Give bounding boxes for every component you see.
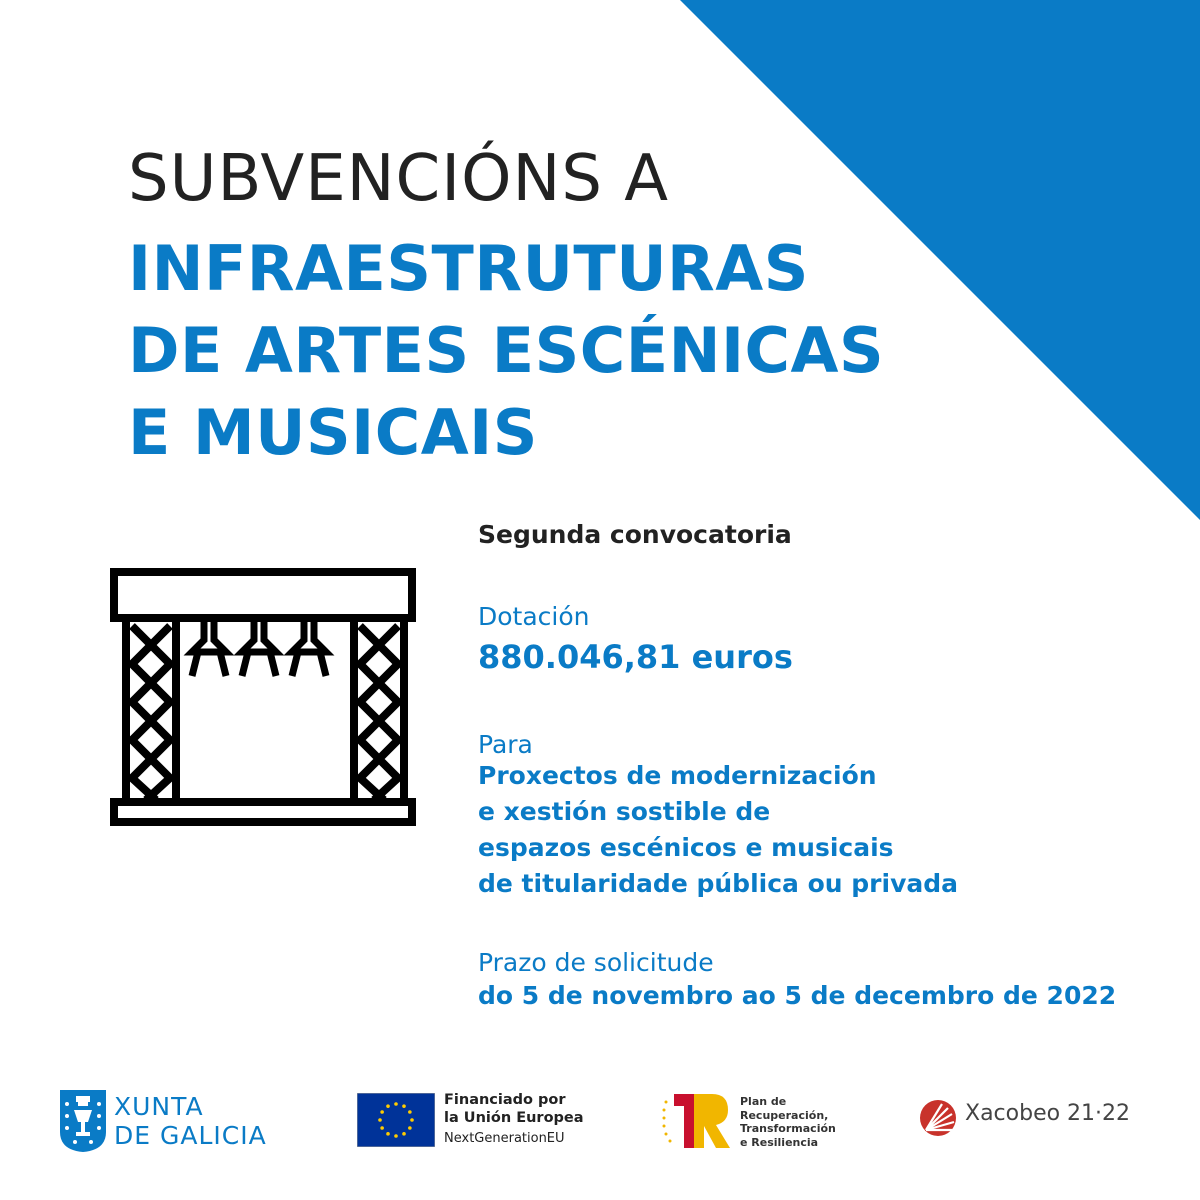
eu-star: [380, 1110, 384, 1114]
para-line: de titularidade pública ou privada: [478, 869, 959, 898]
dotacion-label: Dotación: [478, 602, 590, 631]
eu-star: [408, 1110, 412, 1114]
prtr-line-1: Plan de: [740, 1095, 787, 1108]
eu-line-2: la Unión Europea: [444, 1110, 584, 1126]
eu-star: [394, 1134, 398, 1138]
title-line-2: INFRAESTRUTURAS: [128, 232, 809, 305]
para-line: Proxectos de modernización: [478, 761, 877, 790]
prtr-line-3: Transformación: [740, 1122, 836, 1135]
prazo-value: do 5 de novembro ao 5 de decembro de 2022: [478, 981, 1117, 1010]
xunta-line-1: XUNTA: [114, 1092, 204, 1121]
dotacion-value: 880.046,81 euros: [478, 638, 793, 676]
eu-star: [402, 1104, 406, 1108]
title-line-3: DE ARTES ESCÉNICAS: [128, 314, 885, 387]
eu-flag-icon: [357, 1093, 435, 1147]
eu-star: [408, 1126, 412, 1130]
para-description: [478, 758, 958, 902]
eu-star: [402, 1132, 406, 1136]
eu-star: [386, 1132, 390, 1136]
xunta-shield-icon: [60, 1090, 106, 1152]
convocatoria-heading: Segunda convocatoria: [478, 520, 792, 549]
prtr-line-4: e Resiliencia: [740, 1135, 819, 1149]
eu-star: [380, 1126, 384, 1130]
xunta-logo-text: [114, 1092, 267, 1150]
para-line: espazos escénicos e musicais: [478, 833, 894, 862]
title-main: [128, 228, 884, 474]
eu-star: [410, 1118, 414, 1122]
title-line-4: E MUSICAIS: [128, 396, 538, 469]
prtr-logo-text: [740, 1095, 836, 1149]
eu-line-1: Financiado por: [444, 1092, 566, 1108]
para-label: Para: [478, 730, 533, 759]
prtr-logo-icon: [660, 1090, 732, 1150]
prtr-line-2: Recuperación,: [740, 1108, 829, 1122]
prazo-label: Prazo de solicitude: [478, 948, 714, 977]
title-line-1: SUBVENCIÓNS A: [128, 142, 670, 216]
eu-star: [394, 1102, 398, 1106]
stage-truss-icon: [110, 568, 416, 830]
xunta-line-2: DE GALICIA: [114, 1121, 267, 1150]
eu-star: [378, 1118, 382, 1122]
eu-star: [386, 1104, 390, 1108]
para-line: e xestión sostible de: [478, 797, 771, 826]
eu-logo-text: [444, 1091, 584, 1149]
xacobeo-logo-text: Xacobeo 21·22: [965, 1101, 1131, 1126]
eu-line-3: NextGenerationEU: [444, 1131, 565, 1146]
xacobeo-shell-icon: [918, 1098, 958, 1138]
